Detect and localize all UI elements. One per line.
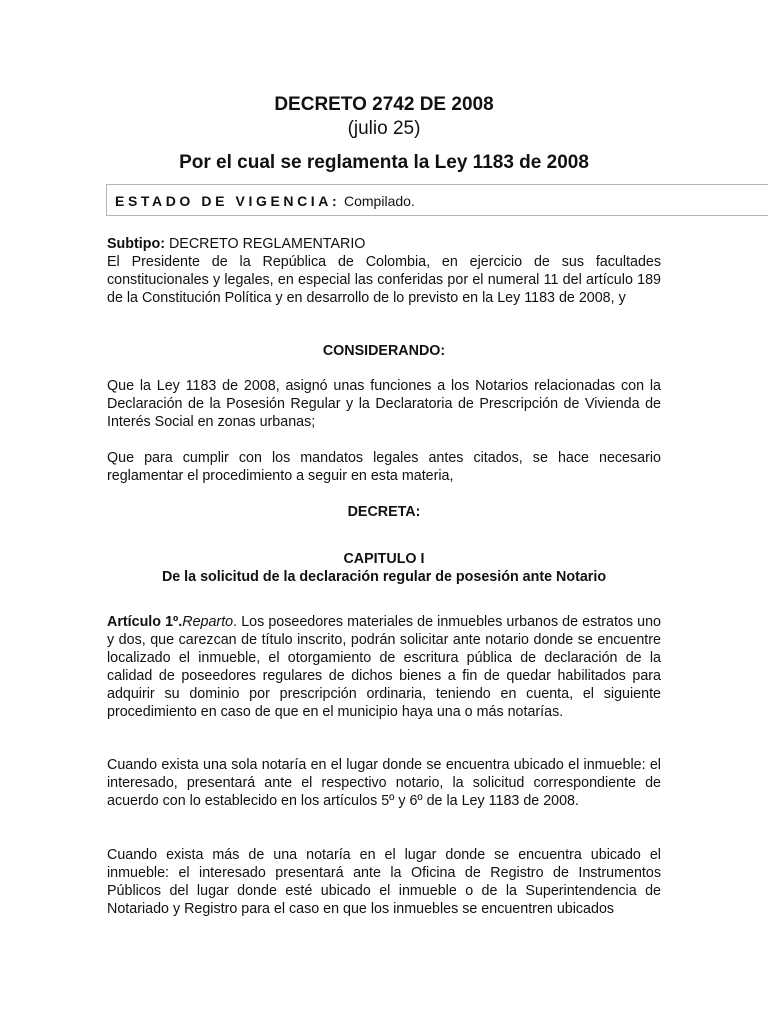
- decreta-heading: DECRETA:: [347, 504, 421, 520]
- considerando-heading: CONSIDERANDO:: [322, 343, 446, 359]
- chapter-title: De la solicitud de la declaración regular de posesión ante Notario: [161, 569, 607, 585]
- status-box: [106, 184, 768, 216]
- subtype-label: Subtipo:: [107, 236, 165, 252]
- preamble-paragraph: El Presidente de la República de Colombia, en ejercicio de sus facultades constitucionales y legales, en especial las conferidas por el numeral 11 del artículo 189 de la Constitución Política y en desarrollo de lo previsto en la Ley 1183 de 2008, y: [107, 254, 661, 306]
- article-1-paragraph-3: Cuando exista más de una notaría en el lugar donde se encuentra ubicado el inmueble: el interesado presentará ante la Oficina de Registro de Instrumentos Públicos del lugar donde esté ubicado el inmueble o de la Superintendencia de Notariado y Registro para el caso en que los inmuebles se encuentren ubicados: [107, 847, 661, 917]
- status-label: ESTADO DE VIGENCIA:: [115, 193, 341, 209]
- article-1-text: . Los poseedores materiales de inmuebles urbanos de estratos uno y dos, que carezcan de título inscrito, podrán solicitar ante notario donde se encuentre localizado el inmueble, el otorgamiento de escritura pública de declaración de la calidad de poseedores regulares de dichos bienes a fin de quedar habilitados para adquirir su dominio por prescripción ordinaria, teniendo en cuenta, el siguiente procedimiento en caso de que en el municipio haya una o más notarías.: [107, 614, 661, 720]
- decree-subject: Por el cual se reglamenta la Ley 1183 de 2008: [179, 152, 589, 173]
- status-value: Compilado.: [344, 193, 415, 209]
- article-1-label: Artículo 1º.: [107, 614, 183, 630]
- decree-date: (julio 25): [347, 118, 421, 139]
- subtype-value: DECRETO REGLAMENTARIO: [168, 236, 366, 252]
- article-1-paragraph: [107, 613, 661, 721]
- article-1-name: Reparto: [182, 614, 234, 630]
- considerando-paragraph-1: Que la Ley 1183 de 2008, asignó unas funciones a los Notarios relacionadas con la Declaración de la Posesión Regular y la Declaratoria de Prescripción de Vivienda de Interés Social en zonas urbanas;: [107, 378, 661, 430]
- chapter-number: CAPITULO I: [343, 551, 425, 567]
- decree-title: DECRETO 2742 DE 2008: [274, 94, 494, 115]
- subtype-line: [107, 235, 661, 253]
- article-1-paragraph-2: Cuando exista una sola notaría en el lugar donde se encuentra ubicado el inmueble: el interesado, presentará ante el respectivo notario, la solicitud correspondiente de acuerdo con lo establecido en los artículos 5º y 6º de la Ley 1183 de 2008.: [107, 757, 661, 809]
- considerando-paragraph-2: Que para cumplir con los mandatos legales antes citados, se hace necesario reglamentar el procedimiento a seguir en esta materia,: [107, 450, 661, 484]
